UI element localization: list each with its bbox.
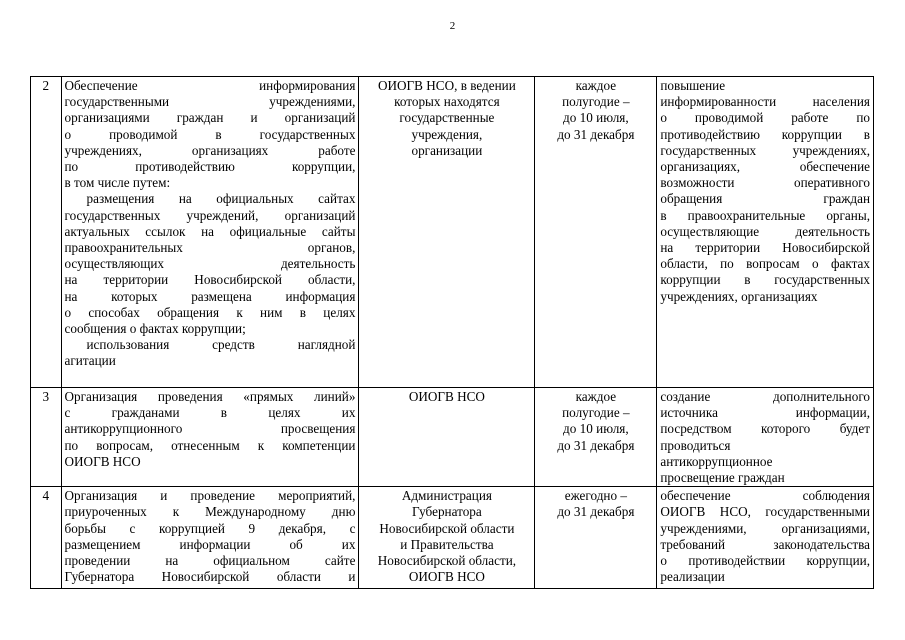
result-line: реализации [660, 569, 725, 585]
event-line: актуальных ссылок на официальные сайты [64, 223, 356, 239]
executor-line: ОИОГВ НСО, в ведении [377, 78, 516, 93]
table-row [31, 487, 874, 589]
event-line: антикоррупционного просвещения [64, 421, 356, 437]
executor-line: учреждения, [411, 126, 483, 142]
row-number: 2 [31, 77, 62, 388]
result-line: требований законодательства [660, 536, 870, 552]
executor-line: Администрация [401, 488, 492, 504]
result-line: создание дополнительного [660, 389, 870, 404]
executor-line: ОИОГВ НСО [408, 389, 485, 404]
executor-line: организации [411, 142, 483, 158]
deadline-line: ежегодно – [564, 488, 627, 504]
result-line: повышение [660, 78, 726, 93]
deadline-cell [535, 77, 657, 388]
event-line: использования средств наглядной [86, 337, 356, 353]
deadline-line: до 31 декабря [557, 437, 635, 453]
result-line: информированности населения [660, 94, 870, 110]
event-line: Организация проведения «прямых линий» [64, 389, 356, 404]
event-line: с гражданами в целях их [64, 405, 356, 421]
result-line: ОИОГВ НСО, государственными [660, 504, 870, 520]
executor-line: ОИОГВ НСО [408, 569, 485, 585]
deadline-line: полугодие – [562, 405, 630, 421]
result-line: учреждениях, организациях [660, 288, 818, 304]
deadline-line: до 31 декабря [557, 126, 635, 142]
event-line: государственных учреждений, организаций [64, 207, 356, 223]
executor-line: Новосибирской области [379, 520, 515, 536]
event-cell [61, 388, 359, 487]
deadline-cell [535, 487, 657, 589]
measures-table [30, 76, 874, 589]
result-line: в правоохранительные органы, [660, 207, 870, 223]
row-number: 3 [31, 388, 62, 487]
event-line: в том числе путем: [64, 175, 171, 191]
event-line: государственными учреждениями, [64, 94, 356, 110]
event-line: Губернатора Новосибирской области и [64, 569, 356, 585]
deadline-line: до 31 декабря [557, 504, 635, 520]
executor-line: Губернатора [412, 504, 482, 520]
result-line: организациях, обеспечение [660, 159, 870, 175]
result-cell [657, 77, 874, 388]
executor-cell [359, 487, 535, 589]
event-line: ОИОГВ НСО [64, 453, 141, 469]
result-cell [657, 487, 874, 589]
result-line: источника информации, [660, 405, 870, 421]
event-line: осуществляющих деятельность [64, 256, 356, 272]
event-line: по вопросам, отнесенным к компетенции [64, 437, 356, 453]
result-line: обращения граждан [660, 191, 870, 207]
result-line: на территории Новосибирской [660, 240, 870, 256]
result-line: коррупции в государственных [660, 272, 870, 288]
result-line: осуществляющие деятельность [660, 223, 870, 239]
result-line: области, по вопросам о фактах [660, 256, 870, 272]
deadline-cell [535, 388, 657, 487]
event-cell [61, 77, 359, 388]
event-line: борьбы с коррупцией 9 декабря, с [64, 520, 356, 536]
result-line: государственных учреждениях, [660, 142, 870, 158]
event-line: размещением информации об их [64, 536, 356, 552]
executor-line: государственные [399, 110, 495, 126]
result-line: о проводимой работе по [660, 110, 870, 126]
deadline-line: до 10 июля, [563, 421, 629, 437]
event-cell [61, 487, 359, 589]
deadline-line: до 10 июля, [563, 110, 629, 126]
event-line: правоохранительных органов, [64, 240, 356, 256]
event-line: сообщения о фактах коррупции; [64, 321, 246, 337]
event-line: Обеспечение информирования [64, 78, 356, 93]
result-line: противодействию коррупции в [660, 126, 870, 142]
deadline-line: каждое [575, 78, 617, 93]
executor-line: которых находятся [394, 94, 500, 110]
event-line: размещения на официальных сайтах [86, 191, 356, 207]
result-line: обеспечение соблюдения [660, 488, 870, 504]
event-line: о проводимой в государственных [64, 126, 356, 142]
result-line: учреждениями, организациями, [660, 520, 870, 536]
executor-line: Новосибирской области, [377, 553, 517, 569]
executor-cell [359, 77, 535, 388]
result-line: о противодействии коррупции, [660, 553, 870, 569]
result-line: просвещение граждан [660, 470, 785, 486]
event-line: о способах обращения к ним в целях [64, 304, 356, 320]
table-row [31, 77, 874, 388]
result-cell [657, 388, 874, 487]
deadline-line: полугодие – [562, 94, 630, 110]
row-number: 4 [31, 487, 62, 589]
result-line: антикоррупционное [660, 453, 773, 469]
table-row [31, 388, 874, 487]
executor-line: и Правительства [400, 536, 494, 552]
event-line: проведении на официальном сайте [64, 553, 356, 569]
deadline-line: каждое [575, 389, 617, 404]
event-line: приуроченных к Международному дню [64, 504, 356, 520]
executor-cell [359, 388, 535, 487]
event-line: на территории Новосибирской области, [64, 272, 356, 288]
event-line: учреждениях, организациях работе [64, 142, 356, 158]
event-line: агитации [64, 353, 116, 369]
event-line: Организация и проведение мероприятий, [64, 488, 356, 504]
page-number: 2 [449, 20, 456, 32]
event-line: на которых размещена информация [64, 288, 356, 304]
event-line: организациями граждан и организаций [64, 110, 356, 126]
event-line: по противодействию коррупции, [64, 159, 356, 175]
result-line: проводиться [660, 437, 731, 453]
result-line: возможности оперативного [660, 175, 870, 191]
result-line: посредством которого будет [660, 421, 870, 437]
